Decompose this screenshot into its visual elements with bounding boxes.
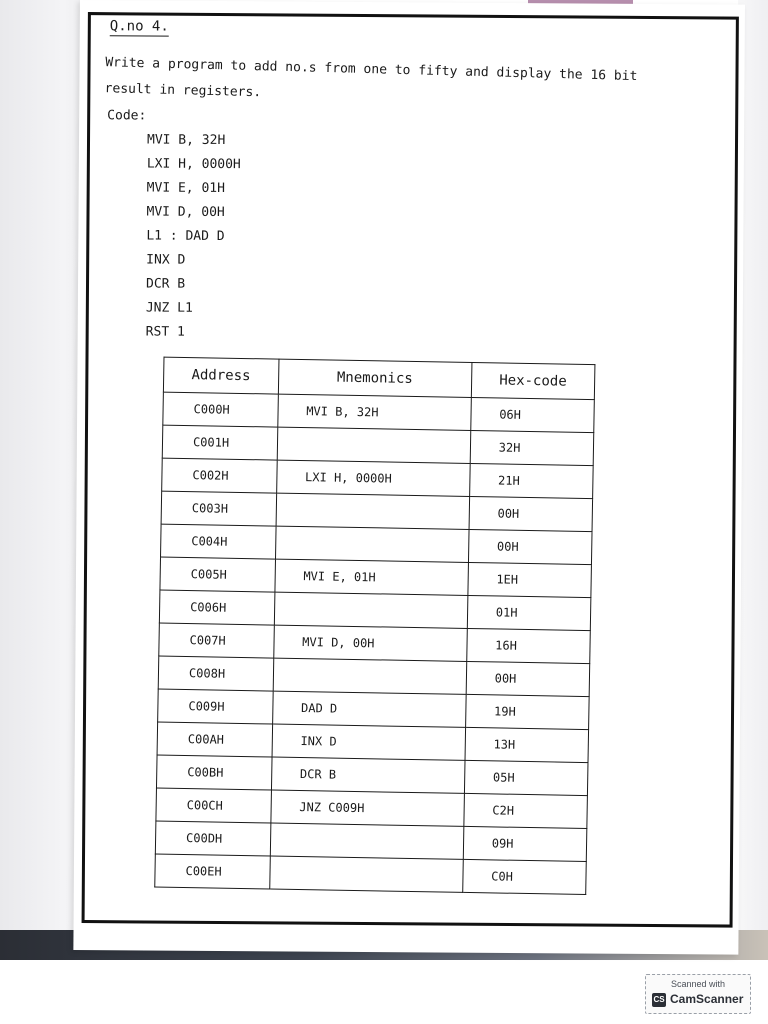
cell-address: C005H bbox=[160, 557, 275, 592]
code-line: L1 : DAD D bbox=[146, 228, 225, 245]
cell-address: C00EH bbox=[155, 854, 270, 889]
cell-hex-code: C0H bbox=[462, 859, 586, 894]
cell-hex-code: 21H bbox=[469, 463, 593, 498]
cell-mnemonic: MVI B, 32H bbox=[277, 394, 471, 430]
question-number: Q.no 4. bbox=[109, 18, 169, 35]
cell-address: C007H bbox=[159, 623, 274, 658]
cell-address: C00CH bbox=[156, 788, 271, 823]
cell-address: C000H bbox=[163, 392, 278, 427]
code-line: MVI D, 00H bbox=[146, 204, 225, 221]
cell-hex-code: 06H bbox=[470, 397, 594, 432]
cell-address: C00AH bbox=[157, 722, 272, 757]
cell-mnemonic: MVI D, 00H bbox=[273, 625, 467, 661]
cell-address: C008H bbox=[158, 656, 273, 691]
cell-address: C003H bbox=[161, 491, 276, 526]
code-line: MVI B, 32H bbox=[146, 132, 226, 149]
cell-mnemonic bbox=[269, 856, 463, 892]
cell-mnemonic bbox=[277, 427, 471, 463]
watermark-caption: Scanned with bbox=[670, 979, 726, 989]
header-address: Address bbox=[163, 357, 278, 394]
notebook-page bbox=[73, 0, 745, 955]
watermark-brand: CamScanner bbox=[670, 992, 744, 1006]
cell-address: C002H bbox=[162, 458, 277, 493]
code-line: JNZ L1 bbox=[145, 300, 193, 316]
cell-hex-code: 00H bbox=[468, 529, 592, 564]
opcode-table bbox=[154, 357, 595, 895]
cell-hex-code: 13H bbox=[465, 727, 589, 762]
cell-hex-code: 16H bbox=[466, 628, 590, 663]
header-mnemonics: Mnemonics bbox=[278, 359, 472, 397]
cell-mnemonic bbox=[273, 658, 467, 694]
cell-address: C009H bbox=[158, 689, 273, 724]
cell-hex-code: 09H bbox=[463, 826, 587, 861]
cell-address: C00BH bbox=[156, 755, 271, 790]
cell-mnemonic bbox=[276, 493, 470, 529]
code-line: MVI E, 01H bbox=[146, 180, 226, 197]
cell-mnemonic: DCR B bbox=[271, 757, 465, 793]
table-row bbox=[155, 854, 587, 895]
cell-mnemonic bbox=[275, 526, 469, 562]
cell-address: C006H bbox=[159, 590, 274, 625]
code-label: Code: bbox=[107, 108, 147, 124]
cell-address: C00DH bbox=[155, 821, 270, 856]
code-listing bbox=[146, 128, 241, 345]
cell-mnemonic bbox=[274, 592, 468, 628]
cell-mnemonic bbox=[270, 823, 464, 859]
cell-mnemonic: INX D bbox=[272, 724, 466, 760]
cell-address: C001H bbox=[162, 425, 277, 460]
question-text: Write a program to add no.s from one to fifty and display the 16 bit result in registers. bbox=[104, 55, 638, 101]
cell-hex-code: 00H bbox=[466, 661, 590, 696]
code-line: LXI H, 0000H bbox=[146, 156, 241, 173]
cell-hex-code: 05H bbox=[464, 760, 588, 795]
header-hex-code: Hex-code bbox=[471, 362, 595, 399]
cell-hex-code: 00H bbox=[469, 496, 593, 531]
code-line: RST 1 bbox=[145, 324, 185, 340]
cell-mnemonic: MVI E, 01H bbox=[275, 559, 469, 595]
camscanner-logo-icon: CS bbox=[652, 993, 666, 1007]
cell-mnemonic: LXI H, 0000H bbox=[276, 460, 470, 496]
camscanner-watermark bbox=[645, 974, 751, 1014]
code-line: DCR B bbox=[145, 276, 186, 292]
cell-hex-code: 32H bbox=[470, 430, 594, 465]
cell-address: C004H bbox=[161, 524, 276, 559]
cell-hex-code: C2H bbox=[464, 793, 588, 828]
cell-hex-code: 1EH bbox=[468, 562, 592, 597]
cell-hex-code: 01H bbox=[467, 595, 591, 630]
code-line: INX D bbox=[146, 252, 186, 268]
cell-mnemonic: DAD D bbox=[272, 691, 466, 727]
cell-mnemonic: JNZ C009H bbox=[271, 790, 465, 826]
cell-hex-code: 19H bbox=[465, 694, 589, 729]
